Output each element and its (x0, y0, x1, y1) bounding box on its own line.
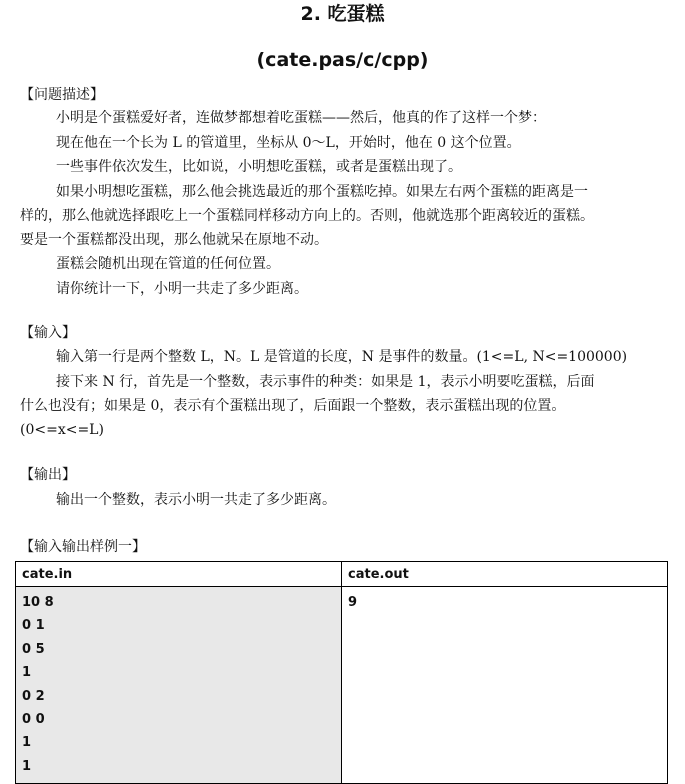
description-line: 样的，那么他就选择跟吃上一个蛋糕同样移动方向上的。否则，他就选那个距离较近的蛋糕。 (20, 208, 594, 224)
input-line: 输入第一行是两个整数 L，N。L 是管道的长度，N 是事件的数量。(1<=L, N<=100000) (56, 349, 628, 365)
sample-input-line: 1 (22, 665, 32, 681)
input-line: 什么也没有；如果是 0，表示有个蛋糕出现了，后面跟一个整数，表示蛋糕出现的位置。 (20, 398, 566, 414)
description-line: 如果小明想吃蛋糕，那么他会挑选最近的那个蛋糕吃掉。如果左右两个蛋糕的距离是一 (56, 184, 588, 200)
sample-heading: 【输入输出样例一】 (20, 539, 146, 555)
sample-output-header: cate.out (342, 562, 668, 587)
problem-filename: (cate.pas/c/cpp) (256, 49, 429, 71)
problem-title: 2. 吃蛋糕 (300, 3, 385, 25)
sample-output-cell (342, 587, 668, 784)
description-line: 要是一个蛋糕都没出现，那么他就呆在原地不动。 (20, 232, 328, 248)
description-line: 小明是个蛋糕爱好者，连做梦都想着吃蛋糕——然后，他真的作了这样一个梦： (56, 110, 546, 126)
description-heading: 【问题描述】 (20, 87, 104, 103)
sample-input-line: 10 8 (22, 595, 54, 610)
sample-io-table (15, 561, 668, 784)
sample-input-line: 0 5 (22, 641, 45, 657)
sample-input-line: 0 0 (22, 711, 45, 727)
sample-input-line: 1 (22, 758, 32, 774)
description-line: 请你统计一下，小明一共走了多少距离。 (56, 281, 308, 297)
output-heading: 【输出】 (20, 467, 76, 483)
description-line: 现在他在一个长为 L 的管道里，坐标从 0～L，开始时，他在 0 这个位置。 (56, 135, 521, 151)
description-line: 一些事件依次发生，比如说，小明想吃蛋糕，或者是蛋糕出现了。 (56, 159, 462, 175)
output-line: 输出一个整数，表示小明一共走了多少距离。 (56, 492, 336, 508)
description-line: 蛋糕会随机出现在管道的任何位置。 (56, 256, 280, 272)
sample-input-line: 0 2 (22, 688, 45, 704)
sample-output-line: 9 (348, 595, 358, 610)
input-line: (0<=x<=L) (20, 422, 104, 438)
input-heading: 【输入】 (20, 325, 76, 341)
sample-input-line: 0 1 (22, 618, 45, 634)
sample-input-header: cate.in (16, 562, 342, 587)
input-line: 接下来 N 行，首先是一个整数，表示事件的种类：如果是 1，表示小明要吃蛋糕，后面 (56, 374, 595, 390)
sample-input-cell (16, 587, 342, 784)
sample-input-line: 1 (22, 735, 32, 751)
